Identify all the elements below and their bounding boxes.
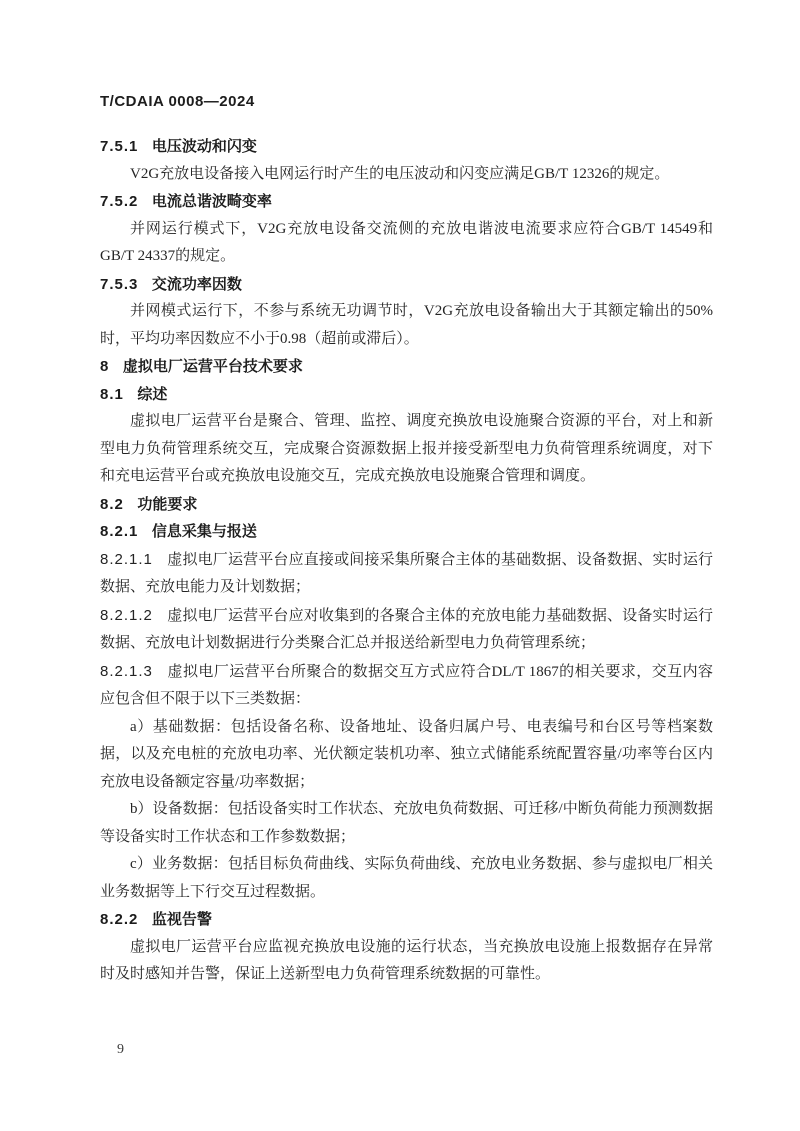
heading-8-2	[100, 491, 713, 519]
document-content	[100, 133, 713, 989]
heading-8-1	[100, 381, 713, 409]
clause-8-2-1-2	[100, 602, 713, 658]
heading-number: 8	[100, 358, 110, 375]
heading-8-2-1	[100, 518, 713, 546]
heading-title: 功能要求	[137, 495, 198, 513]
heading-7-5-3	[100, 271, 713, 299]
list-item-a-basic-data: a）基础数据：包括设备名称、设备地址、设备归属户号、电表编号和台区号等档案数据，以及充电桩的充放电功率、光伏额定装机功率、独立式储能系统配置容量/功率等台区内充放电设备额定容量/功率数据；	[100, 718, 713, 790]
heading-title: 虚拟电厂运营平台技术要求	[122, 358, 303, 375]
heading-8-2-2	[100, 906, 713, 934]
clause-text: 虚拟电厂运营平台应直接或间接采集所聚合主体的基础数据、设备数据、实时运行数据、充放电能力及计划数据；	[100, 551, 713, 595]
heading-number: 7.5.3	[100, 275, 139, 293]
heading-number: 7.5.2	[100, 193, 139, 210]
paragraph-overview: 虚拟电厂运营平台是聚合、管理、监控、调度充换放电设施聚合资源的平台，对上和新型电力负荷管理系统交互，完成聚合资源数据上报并接受新型电力负荷管理系统调度，对下和充电运营平台或充换放电设施交互，完成充换放电设施聚合管理和调度。	[100, 413, 713, 484]
heading-title: 交流功率因数	[151, 275, 242, 293]
heading-title: 信息采集与报送	[151, 523, 257, 540]
list-item-c-business-data: c）业务数据：包括目标负荷曲线、实际负荷曲线、充放电业务数据、参与虚拟电厂相关业务数据等上下行交互过程数据。	[100, 856, 713, 900]
heading-number: 8.2.2	[100, 911, 139, 928]
page-number: 9	[117, 1042, 124, 1057]
paragraph-voltage-flicker: V2G充放电设备接入电网运行时产生的电压波动和闪变应满足GB/T 12326的规定。	[130, 165, 670, 182]
heading-title: 电压波动和闪变	[151, 138, 257, 155]
clause-number: 8.2.1.3	[100, 662, 153, 680]
clause-number: 8.2.1.1	[100, 550, 153, 568]
paragraph-monitoring-alarm: 虚拟电厂运营平台应监视充换放电设施的运行状态，当充换放电设施上报数据存在异常时及时感知并告警，保证上送新型电力负荷管理系统数据的可靠性。	[100, 938, 713, 982]
clause-text: 虚拟电厂运营平台所聚合的数据交互方式应符合DL/T 1867的相关要求，交互内容应包含但不限于以下三类数据：	[100, 663, 713, 707]
heading-number: 8.2.1	[100, 523, 139, 540]
heading-title: 监视告警	[151, 911, 212, 928]
paragraph-power-factor: 并网模式运行下，不参与系统无功调节时，V2G充放电设备输出大于其额定输出的50%时，平均功率因数应不小于0.98（超前或滞后）。	[100, 303, 713, 347]
heading-number: 8.1	[100, 385, 124, 403]
heading-title: 电流总谐波畸变率	[151, 193, 272, 210]
heading-7-5-2	[100, 188, 713, 216]
list-item-b-device-data: b）设备数据：包括设备实时工作状态、充放电负荷数据、可迁移/中断负荷能力预测数据等设备实时工作状态和工作参数数据；	[100, 801, 713, 845]
standard-code-header: T/CDAIA 0008—2024	[100, 93, 255, 110]
heading-number: 8.2	[100, 495, 124, 513]
heading-7-5-1	[100, 133, 713, 161]
clause-text: 虚拟电厂运营平台应对收集到的各聚合主体的充放电能力基础数据、设备实时运行数据、充放电计划数据进行分类聚合汇总并报送给新型电力负荷管理系统；	[100, 607, 713, 651]
heading-number: 7.5.1	[100, 138, 139, 155]
heading-8	[100, 353, 713, 381]
paragraph-harmonic-distortion: 并网运行模式下，V2G充放电设备交流侧的充放电谐波电流要求应符合GB/T 14549和GB/T 24337的规定。	[100, 220, 713, 264]
clause-number: 8.2.1.2	[100, 606, 153, 624]
heading-title: 综述	[137, 385, 168, 403]
clause-8-2-1-1	[100, 546, 713, 602]
clause-8-2-1-3	[100, 658, 713, 714]
